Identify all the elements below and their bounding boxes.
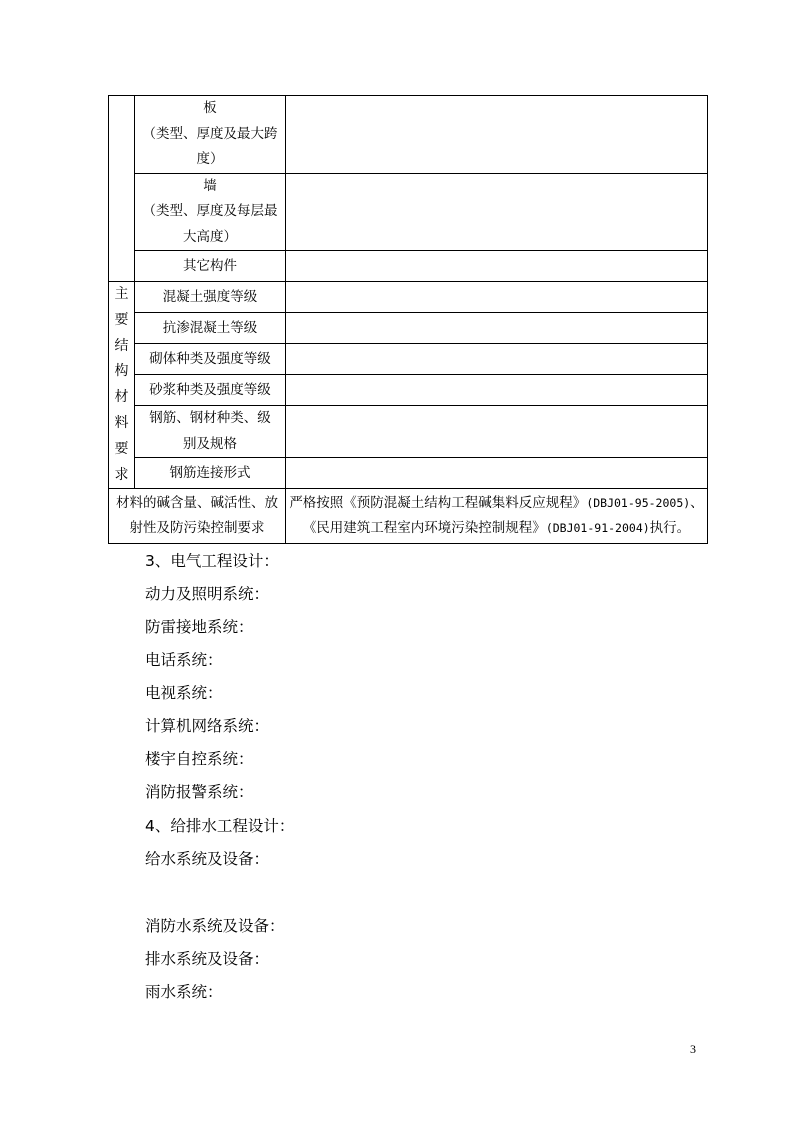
- alkali-control-text-cell: [286, 489, 708, 544]
- group-char: 料: [114, 414, 129, 431]
- page-number: 3: [690, 1042, 696, 1056]
- alkali-control-label-line1: 材料的碱含量、碱活性、放: [116, 494, 278, 511]
- electrical-item: 动力及照明系统：: [145, 585, 270, 603]
- water-item: 排水系统及设备：: [145, 950, 270, 968]
- separator: 、: [690, 495, 704, 512]
- materials-group-label: [109, 282, 135, 489]
- concrete-grade-value-cell[interactable]: [286, 282, 708, 313]
- group-char: 材: [114, 389, 129, 406]
- electrical-item: 电话系统：: [145, 651, 223, 669]
- rebar-connection-value-cell[interactable]: [286, 458, 708, 489]
- table-row: [109, 375, 708, 406]
- rebar-steel-label-line1: 钢筋、钢材种类、级: [149, 410, 271, 427]
- standard-code-2: (DBJ01-91-2004): [545, 521, 650, 536]
- standard-code-1: (DBJ01-95-2005): [586, 496, 691, 511]
- group-char: 构: [114, 363, 129, 380]
- wall-label-cell: [135, 173, 286, 251]
- other-members-label: 其它构件: [135, 251, 286, 282]
- water-heading: 4、给排水工程设计：: [145, 817, 295, 835]
- wall-value-cell[interactable]: [286, 173, 708, 251]
- group-char: 要: [114, 440, 129, 457]
- execute-text: 执行。: [649, 520, 691, 537]
- table-row: [109, 489, 708, 544]
- other-members-value-cell[interactable]: [286, 251, 708, 282]
- impermeable-concrete-label: 抗渗混凝土等级: [135, 313, 286, 344]
- impermeable-concrete-value-cell[interactable]: [286, 313, 708, 344]
- slab-value-cell[interactable]: [286, 96, 708, 174]
- rebar-steel-label-line2: 别及规格: [183, 435, 237, 452]
- electrical-item: 计算机网络系统：: [145, 717, 270, 735]
- slab-desc-line1: （类型、厚度及最大跨: [142, 125, 278, 142]
- structure-spec-table: [108, 95, 708, 544]
- alkali-control-label-line2: 射性及防污染控制要求: [129, 520, 265, 537]
- wall-title: 墙: [203, 177, 217, 194]
- water-item: 消防水系统及设备：: [145, 917, 285, 935]
- concrete-grade-label: 混凝土强度等级: [135, 282, 286, 313]
- table-row: [109, 458, 708, 489]
- alkali-control-label-cell: [109, 489, 286, 544]
- electrical-item: 消防报警系统：: [145, 783, 254, 801]
- group-char: 求: [114, 466, 129, 483]
- electrical-item: 楼宇自控系统：: [145, 750, 254, 768]
- table-row: [109, 96, 708, 174]
- mortar-type-value-cell[interactable]: [286, 375, 708, 406]
- table-row: [109, 173, 708, 251]
- table-row: [109, 251, 708, 282]
- rebar-steel-value-cell[interactable]: [286, 406, 708, 458]
- standard-name-1: 严格按照《预防混凝土结构工程碱集料反应规程》: [289, 495, 587, 512]
- masonry-type-value-cell[interactable]: [286, 344, 708, 375]
- wall-desc-line2: 大高度）: [183, 228, 237, 245]
- rebar-steel-label-cell: [135, 406, 286, 458]
- slab-title: 板: [203, 100, 217, 116]
- slab-desc-line2: 度）: [196, 151, 224, 167]
- table-row: [109, 282, 708, 313]
- alkali-control-text-line1: [286, 491, 707, 516]
- rebar-connection-label: 钢筋连接形式: [135, 458, 286, 489]
- alkali-control-text-line2: [286, 516, 707, 541]
- mortar-type-label: 砂浆种类及强度等级: [135, 375, 286, 406]
- table-row: [109, 406, 708, 458]
- electrical-item: 防雷接地系统：: [145, 618, 254, 636]
- group-char: 结: [114, 337, 129, 354]
- group-char: 要: [114, 311, 129, 328]
- group-char: 主: [114, 286, 129, 302]
- blank-group-cell: [109, 96, 135, 282]
- water-item: 雨水系统：: [145, 983, 223, 1001]
- slab-label-cell: [135, 96, 286, 174]
- electrical-item: 电视系统：: [145, 684, 223, 702]
- standard-name-2: 《民用建筑工程室内环境污染控制规程》: [302, 520, 546, 537]
- masonry-type-label: 砌体种类及强度等级: [135, 344, 286, 375]
- water-item: 给水系统及设备：: [145, 850, 270, 868]
- wall-desc-line1: （类型、厚度及每层最: [142, 203, 278, 219]
- table-row: [109, 344, 708, 375]
- electrical-heading: 3、电气工程设计：: [145, 552, 279, 570]
- table-row: [109, 313, 708, 344]
